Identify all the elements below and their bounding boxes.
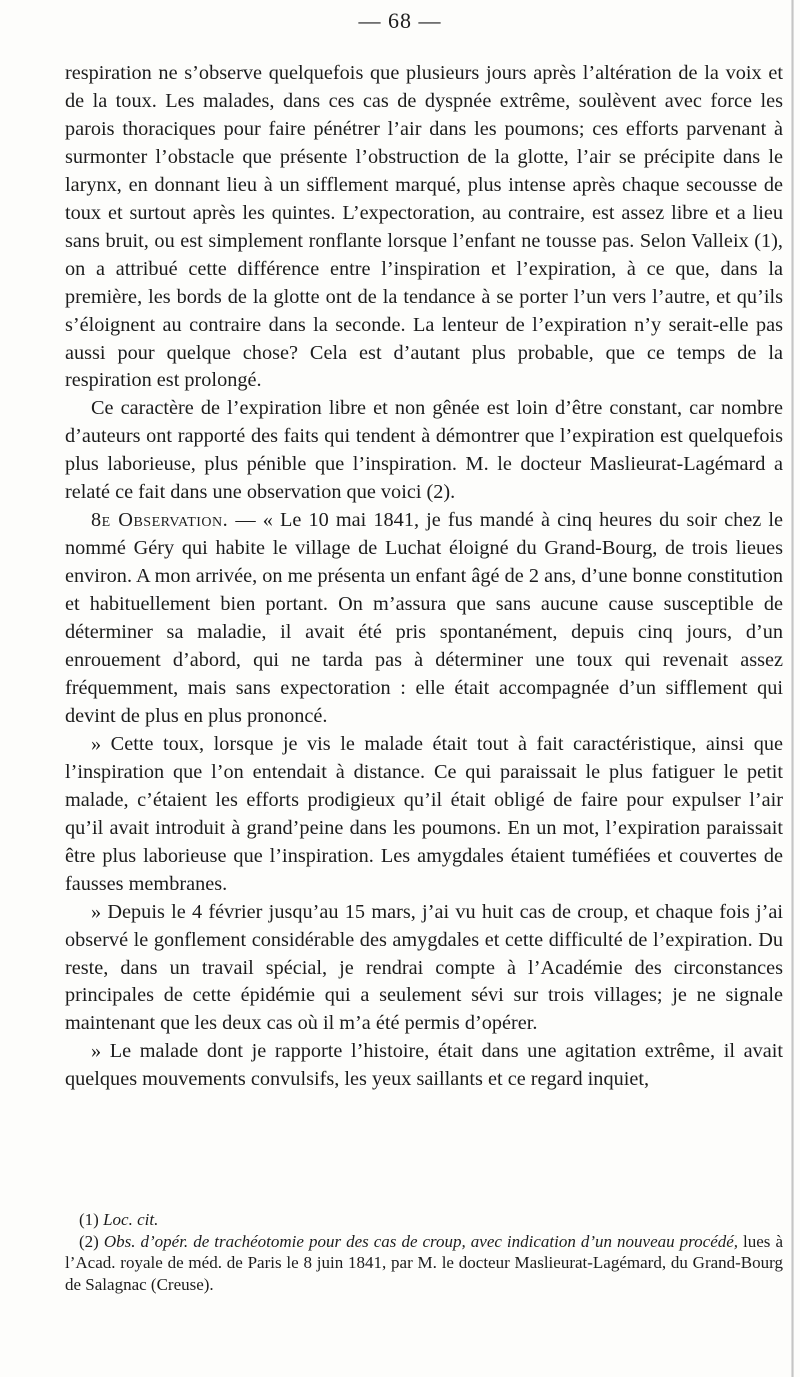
main-text	[65, 60, 783, 1094]
footnote-1-text: Loc. cit.	[103, 1210, 159, 1229]
paragraph-2: Ce caractère de l’expiration libre et non gênée est loin d’être constant, car nombre d’auteurs ont rapporté des faits qui tendent à démontrer que l’expiration est quelquefois plus laborieuse, plus pénible que l’inspiration. M. le docteur Maslieurat-Lagémard a relaté ce fait dans une observation que voici (2).	[65, 397, 783, 504]
footnote-2-marker: (2)	[79, 1231, 104, 1251]
paragraph-4: » Cette toux, lorsque je vis le malade était tout à fait caractéristique, ainsi que l’inspiration que l’on entendait à distance. Ce qui paraissait le plus fatiguer le petit malade, c’étaient les efforts prodigieux qu’il était obligé de faire pour expulser l’air qu’il avait introduit à grand’peine dans les poumons. En un mot, l’expiration paraissait être plus laborieuse que l’inspiration. Les amygdales étaient tuméfiées et couvertes de fausses membranes.	[65, 732, 783, 895]
footnote-1	[65, 1209, 783, 1231]
footnote-2-title: Obs. d’opér. de trachéotomie pour des cas de croup, avec indication d’un nouveau procédé,	[103, 1231, 739, 1251]
paragraph-5: » Depuis le 4 février jusqu’au 15 mars, j’ai vu huit cas de croup, et chaque fois j’ai observé le gonflement considérable des amygdales et cette difficulté de l’expiration. Du reste, dans un travail spécial, je rendrai compte à l’Académie des circonstances principales de cette épidémie qui a seulement sévi sur trois villages; je ne signale maintenant que les deux cas où il m’a été permis d’opérer.	[65, 900, 783, 1035]
page-edge-shadow	[791, 0, 794, 1377]
footnotes	[65, 1209, 783, 1295]
observation-label: 8e Observation.	[91, 509, 229, 532]
page-number-header: — 68 —	[358, 8, 442, 33]
paragraph-3	[65, 507, 783, 731]
paragraph-3-text: — « Le 10 mai 1841, je fus mandé à cinq heures du soir chez le nommé Géry qui habite le village de Luchat éloigné du Grand-Bourg, de trois lieues environ. A mon arrivée, on me présenta un enfant âgé de 2 ans, d’une bonne constitution et habituellement bien portant. On m’assura que sans aucune cause susceptible de déterminer sa maladie, il avait été pris spontanément, depuis cinq jours, d’un enrouement d’abord, qui ne tarda pas à déterminer une toux qui revenait assez fréquemment, mais sans expectoration : elle était accompagnée d’un sifflement qui devint de plus en plus prononcé.	[65, 509, 783, 727]
footnote-2	[65, 1231, 783, 1296]
paragraph-6: » Le malade dont je rapporte l’histoire, était dans une agitation extrême, il avait quelques mouvements convulsifs, les yeux saillants et ce regard inquiet,	[65, 1040, 783, 1091]
footnote-2-text: lues à l’Acad. royale de méd. de Paris le 8 juin 1841, par M. le docteur Maslieurat-Lagémard, du Grand-Bourg de Salagnac (Creuse).	[65, 1231, 783, 1294]
paragraph-1: respiration ne s’observe quelquefois que plusieurs jours après l’altération de la voix et de la toux. Les malades, dans ces cas de dyspnée extrême, soulèvent avec force les parois thoraciques pour faire pénétrer l’air dans les poumons; ces efforts parvenant à surmonter l’obstacle que présente l’obstruction de la glotte, l’air se précipite dans le larynx, en donnant lieu à un sifflement marqué, plus intense après chaque secousse de toux et surtout après les quintes. L’expectoration, au contraire, est assez libre et a lieu sans bruit, ou est simplement ronflante lorsque l’enfant ne tousse pas. Selon Valleix (1), on a attribué cette différence entre l’inspiration et l’expiration, à ce que, dans la première, les bords de la glotte ont de la tendance à se porter l’un vers l’autre, et qu’ils s’éloignent au contraire dans la seconde. La lenteur de l’expiration n’y serait-elle pas aussi pour quelque chose? Cela est d’autant plus probable, que ce temps de la respiration est prolongé.	[65, 62, 783, 392]
footnote-1-marker: (1)	[79, 1210, 104, 1229]
